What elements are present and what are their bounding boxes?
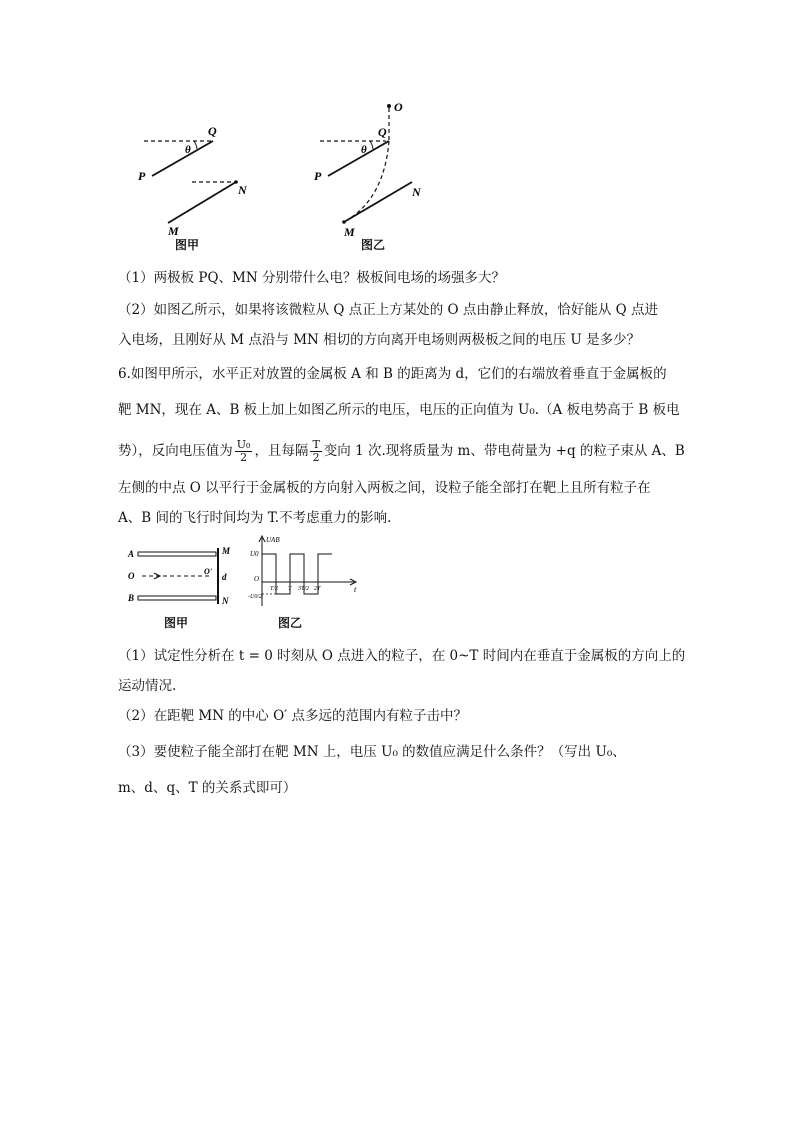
fraction-numerator: U₀ (236, 438, 251, 451)
figure-plates-ab (124, 540, 236, 612)
figure-plates-jia (130, 118, 260, 253)
label-N: N (412, 185, 421, 199)
problem-6-line3-pre: 势），反向电压值为 (118, 443, 233, 459)
label-B: B (128, 593, 135, 603)
label-P: P (138, 169, 146, 183)
label-P: P (314, 169, 322, 183)
problem-6-line3-post: 变向 1 次.现将质量为 m、带电荷量为 +q 的粒子束从 A、B (323, 443, 685, 459)
label-Q: Q (378, 125, 387, 139)
figure-plates-yi (306, 100, 436, 255)
label-N: N (222, 596, 229, 606)
label-M: M (222, 546, 231, 556)
label-uab: UAB (266, 536, 280, 544)
label-u0: U0 (250, 550, 259, 558)
caption-fig3: 图甲 (164, 616, 189, 630)
label-d: d (222, 572, 227, 582)
label-N: N (238, 183, 247, 197)
question-1: （1）两极板 PQ、MN 分别带什么电？极板间电场的场强多大？ (118, 270, 505, 286)
figure-voltage-graph (248, 532, 366, 612)
caption-fig4: 图乙 (278, 616, 303, 630)
subquestion-1-line2: 运动情况. (118, 678, 177, 694)
problem-6-line4: 左侧的中点 O 以平行于金属板的方向射入两板之间，设粒子能全部打在靶上且所有粒子在 (118, 480, 651, 496)
problem-6-line3 (118, 436, 685, 466)
label-O-prime: O' (204, 567, 212, 576)
caption-fig2: 图乙 (361, 238, 386, 252)
fraction-numerator: T (312, 438, 320, 451)
fraction-denominator: 2 (240, 451, 248, 464)
label-neg-half-u0: -U0/2 (248, 594, 262, 600)
label-3t-half: 3T/2 (298, 586, 310, 592)
label-M: M (168, 224, 179, 238)
label-t-half: T/2 (270, 586, 279, 592)
question-2-line1: （2）如图乙所示，如果将该微粒从 Q 点正上方某处的 O 点由静止释放，恰好能从 Q 点进 (118, 302, 659, 318)
label-M: M (344, 225, 355, 239)
fraction-half-u0 (235, 439, 253, 464)
label-origin: O (254, 575, 260, 583)
problem-6-line5: A、B 间的飞行时间均为 T.不考虑重力的影响. (118, 510, 392, 526)
problem-6-line3-mid: ，且每隔 (254, 443, 309, 459)
label-O: O (394, 100, 403, 114)
label-t-axis: t (354, 585, 357, 594)
problem-6-line2: 靶 MN，现在 A、B 板上加上如图乙所示的电压，电压的正向值为 U₀.（A 板电势高于 B 板电 (118, 402, 680, 418)
label-2t: 2T (314, 586, 321, 592)
subquestion-2: （2）在距靶 MN 的中心 O′ 点多远的范围内有粒子击中？ (118, 708, 468, 724)
problem-6-line1: 6.如图甲所示，水平正对放置的金属板 A 和 B 的距离为 d，它们的右端放着垂直于金属板的 (118, 366, 667, 382)
label-t: T (288, 586, 292, 592)
subquestion-1-line1: （1）试定性分析在 t = 0 时刻从 O 点进入的粒子，在 0~T 时间内在垂直于金属板的方向上的 (118, 648, 686, 664)
question-2-line2: 入电场，且刚好从 M 点沿与 MN 相切的方向离开电场则两极板之间的电压 U 是多少？ (118, 332, 641, 348)
fraction-denominator: 2 (312, 451, 320, 464)
subquestion-3-line1: （3）要使粒子能全部打在靶 MN 上，电压 U₀ 的数值应满足什么条件？（写出 U₀、 (118, 744, 626, 760)
label-theta: θ (361, 144, 367, 156)
caption-fig1: 图甲 (175, 238, 200, 252)
subquestion-3-line2: m、d、q、T 的关系式即可） (118, 780, 297, 796)
label-Q: Q (208, 124, 217, 138)
label-theta: θ (185, 144, 191, 156)
label-A: A (128, 549, 135, 559)
label-O: O (128, 571, 135, 581)
fraction-half-t (310, 439, 321, 464)
